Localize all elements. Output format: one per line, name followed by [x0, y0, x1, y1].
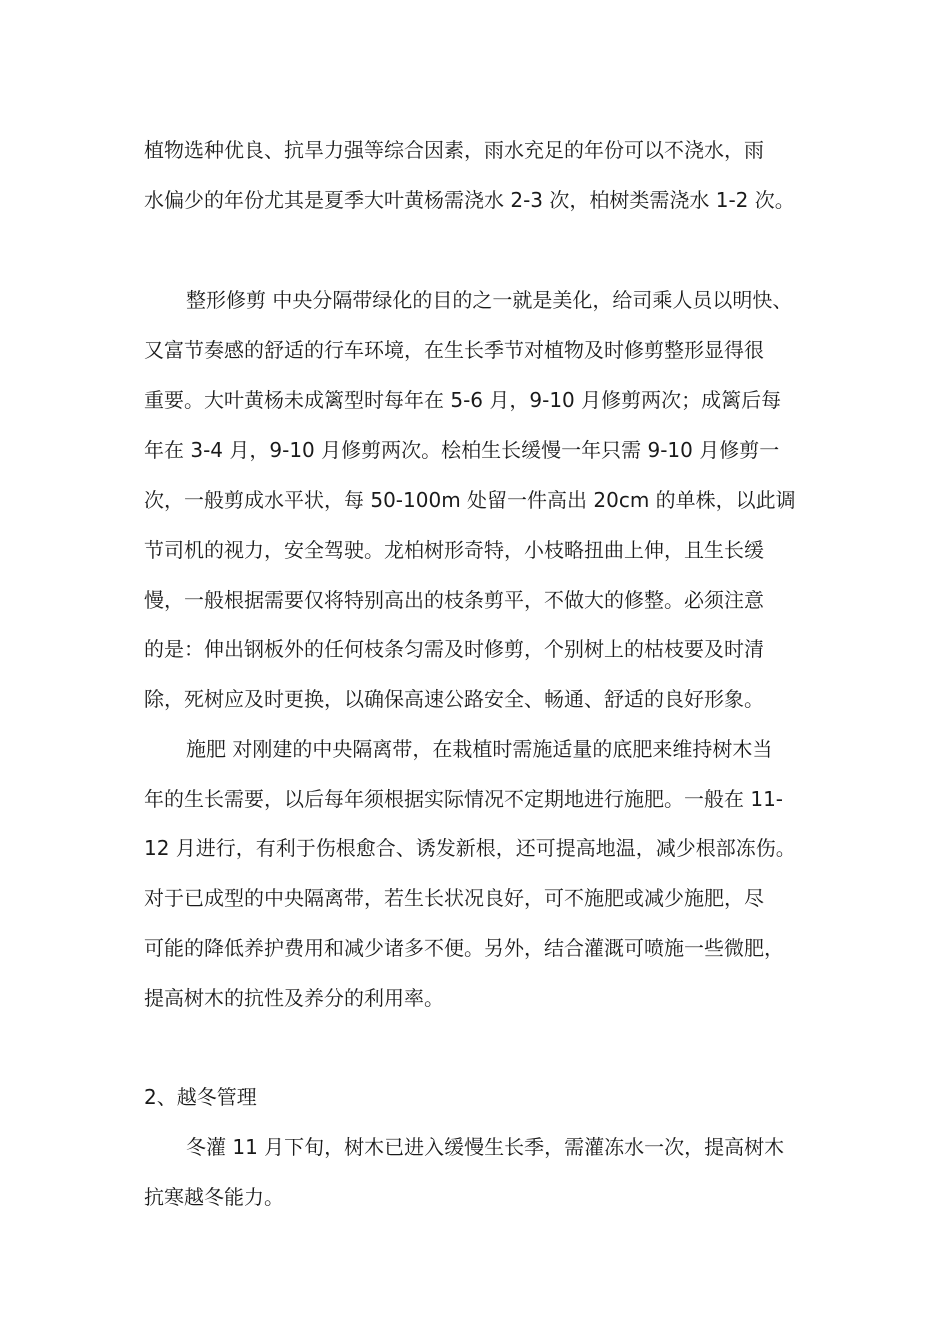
text-line: 年在 3-4 月，9-10 月修剪两次。桧柏生长缓慢一年只需 9-10 月修剪一 — [144, 438, 780, 462]
text-line: 水偏少的年份尤其是夏季大叶黄杨需浇水 2-3 次，柏树类需浇水 1-2 次。 — [144, 188, 795, 212]
text-line: 年的生长需要，以后每年须根据实际情况不定期地进行施肥。一般在 11- — [144, 787, 784, 811]
text-line: 可能的降低养护费用和减少诸多不便。另外，结合灌溉可喷施一些微肥， — [144, 936, 784, 960]
text-line: 的是：伸出钢板外的任何枝条匀需及时修剪，个别树上的枯枝要及时清 — [144, 637, 764, 661]
text-line: 植物选种优良、抗旱力强等综合因素，雨水充足的年份可以不浇水，雨 — [144, 138, 764, 162]
text-line: 冬灌 11 月下旬，树木已进入缓慢生长季，需灌冻水一次，提高树木 — [186, 1135, 785, 1159]
text-line: 对于已成型的中央隔离带，若生长状况良好，可不施肥或减少施肥，尽 — [144, 886, 764, 910]
text-line: 慢，一般根据需要仅将特别高出的枝条剪平，不做大的修整。必须注意 — [144, 588, 764, 612]
text-line: 施肥 对刚建的中央隔离带，在栽植时需施适量的底肥来维持树木当 — [186, 737, 773, 761]
text-line: 又富节奏感的舒适的行车环境，在生长季节对植物及时修剪整形显得很 — [144, 338, 764, 362]
text-line: 重要。大叶黄杨未成篱型时每年在 5-6 月，9-10 月修剪两次；成篱后每 — [144, 388, 782, 412]
text-line: 整形修剪 中央分隔带绿化的目的之一就是美化，给司乘人员以明快、 — [186, 288, 793, 312]
text-line: 节司机的视力，安全驾驶。龙柏树形奇特，小枝略扭曲上伸，且生长缓 — [144, 538, 764, 562]
text-line: 12 月进行，有利于伤根愈合、诱发新根，还可提高地温，减少根部冻伤。 — [144, 836, 796, 860]
text-line: 抗寒越冬能力。 — [144, 1185, 284, 1209]
text-line: 提高树木的抗性及养分的利用率。 — [144, 986, 444, 1010]
text-line: 除，死树应及时更换，以确保高速公路安全、畅通、舒适的良好形象。 — [144, 687, 764, 711]
text-line: 次，一般剪成水平状，每 50-100m 处留一件高出 20cm 的单株，以此调 — [144, 488, 796, 512]
section-heading: 2、越冬管理 — [144, 1085, 257, 1109]
